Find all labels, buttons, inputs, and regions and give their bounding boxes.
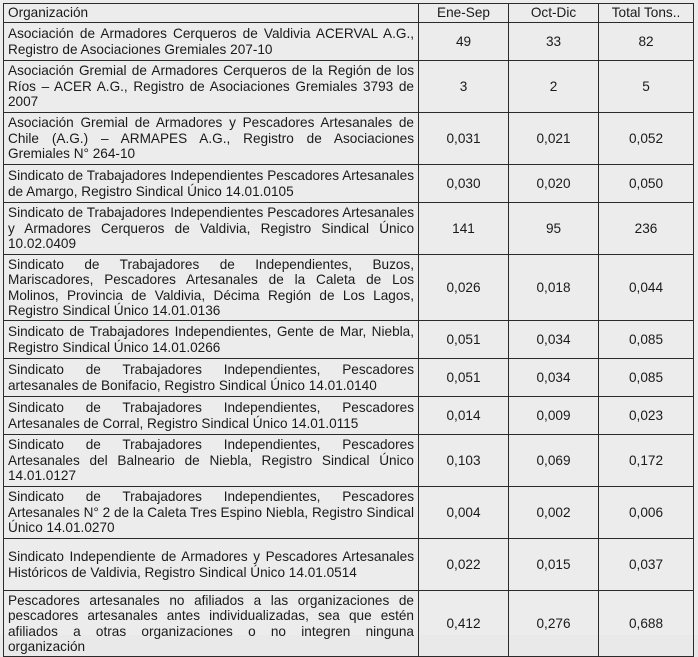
table-row xyxy=(4,61,694,113)
cell-oct-dic: 0,018 xyxy=(509,255,599,321)
table-row xyxy=(4,435,694,487)
cell-oct-dic: 95 xyxy=(509,203,599,255)
cell-total: 0,050 xyxy=(599,165,694,203)
cell-oct-dic: 0,276 xyxy=(509,591,599,657)
cell-total: 0,085 xyxy=(599,359,694,397)
cell-organizacion: Sindicato de Trabajadores Independientes Pescadores Artesanales y Armadores Cerqueros de Valdivia, Registro Sindical Único 10.02.0409 xyxy=(4,203,419,255)
cell-total: 236 xyxy=(599,203,694,255)
table-row xyxy=(4,397,694,435)
cell-total: 5 xyxy=(599,61,694,113)
table-row xyxy=(4,113,694,165)
cell-ene-sep: 0,030 xyxy=(419,165,509,203)
cell-total: 0,037 xyxy=(599,539,694,591)
table-row xyxy=(4,255,694,321)
table-row xyxy=(4,23,694,61)
cell-ene-sep: 0,051 xyxy=(419,359,509,397)
cell-ene-sep: 0,412 xyxy=(419,591,509,657)
cell-oct-dic: 33 xyxy=(509,23,599,61)
table-row xyxy=(4,591,694,657)
cell-total: 0,006 xyxy=(599,487,694,539)
header-organizacion: Organización xyxy=(4,4,419,23)
cell-organizacion: Sindicato de Trabajadores de Independientes, Buzos, Mariscadores, Pescadores Artesanales de la Caleta de Los Molinos, Provincia de Valdivia, Décima Región de Los Lagos, Registro Sindical Único 14.01.0136 xyxy=(4,255,419,321)
cell-organizacion: Asociación Gremial de Armadores y Pescadores Artesanales de Chile (A.G.) – ARMAPES A.G., Registro de Asociaciones Gremiales N° 264-10 xyxy=(4,113,419,165)
cell-organizacion: Sindicato de Trabajadores Independientes Pescadores Artesanales de Amargo, Registro Sindical Único 14.01.0105 xyxy=(4,165,419,203)
cell-organizacion: Asociación Gremial de Armadores Cerqueros de la Región de los Ríos – ACER A.G., Registro de Asociaciones Gremiales 3793 de 2007 xyxy=(4,61,419,113)
header-total-tons: Total Tons.. xyxy=(599,4,694,23)
cell-oct-dic: 0,034 xyxy=(509,359,599,397)
cell-oct-dic: 0,009 xyxy=(509,397,599,435)
cell-organizacion: Sindicato de Trabajadores Independientes, Pescadores artesanales de Bonifacio, Registro Sindical Único 14.01.0140 xyxy=(4,359,419,397)
cell-ene-sep: 0,022 xyxy=(419,539,509,591)
table-row xyxy=(4,165,694,203)
cell-oct-dic: 0,002 xyxy=(509,487,599,539)
table-header-row xyxy=(4,4,694,23)
cell-oct-dic: 2 xyxy=(509,61,599,113)
cell-organizacion: Sindicato Independiente de Armadores y Pescadores Artesanales Históricos de Valdivia, Registro Sindical Único 14.01.0514 xyxy=(4,539,419,591)
cell-organizacion: Sindicato de Trabajadores Independientes, Pescadores Artesanales de Corral, Registro Sindical Único 14.01.0115 xyxy=(4,397,419,435)
table-row xyxy=(4,321,694,359)
cell-oct-dic: 0,034 xyxy=(509,321,599,359)
cell-organizacion: Asociación de Armadores Cerqueros de Valdivia ACERVAL A.G., Registro de Asociaciones Gremiales 207-10 xyxy=(4,23,419,61)
cell-total: 0,085 xyxy=(599,321,694,359)
cell-organizacion: Sindicato de Trabajadores Independientes, Pescadores Artesanales N° 2 de la Caleta Tres Espino Niebla, Registro Sindical Único 14.01.0270 xyxy=(4,487,419,539)
cell-ene-sep: 141 xyxy=(419,203,509,255)
cell-oct-dic: 0,021 xyxy=(509,113,599,165)
table-row xyxy=(4,203,694,255)
cell-ene-sep: 0,031 xyxy=(419,113,509,165)
cell-organizacion: Sindicato de Trabajadores Independientes, Gente de Mar, Niebla, Registro Sindical Único 14.01.0266 xyxy=(4,321,419,359)
cell-total: 0,044 xyxy=(599,255,694,321)
cell-ene-sep: 0,026 xyxy=(419,255,509,321)
cell-total: 0,052 xyxy=(599,113,694,165)
table-row xyxy=(4,539,694,591)
cell-organizacion: Pescadores artesanales no afiliados a las organizaciones de pescadores artesanales antes individualizadas, sea que estén afiliados a otras organizaciones o no integren ninguna organización xyxy=(4,591,419,657)
table-row xyxy=(4,487,694,539)
cell-total: 0,023 xyxy=(599,397,694,435)
cell-total: 0,172 xyxy=(599,435,694,487)
cell-ene-sep: 0,014 xyxy=(419,397,509,435)
cell-ene-sep: 49 xyxy=(419,23,509,61)
cell-oct-dic: 0,020 xyxy=(509,165,599,203)
header-ene-sep: Ene-Sep xyxy=(419,4,509,23)
cell-oct-dic: 0,015 xyxy=(509,539,599,591)
table-row xyxy=(4,359,694,397)
cell-ene-sep: 0,004 xyxy=(419,487,509,539)
header-oct-dic: Oct-Dic xyxy=(509,4,599,23)
cell-ene-sep: 0,051 xyxy=(419,321,509,359)
cell-organizacion: Sindicato de Trabajadores Independientes, Pescadores Artesanales del Balneario de Niebla, Registro Sindical Único 14.01.0127 xyxy=(4,435,419,487)
cell-ene-sep: 0,103 xyxy=(419,435,509,487)
cell-oct-dic: 0,069 xyxy=(509,435,599,487)
cell-ene-sep: 3 xyxy=(419,61,509,113)
cell-total: 82 xyxy=(599,23,694,61)
tonnage-table xyxy=(3,3,694,657)
cell-total: 0,688 xyxy=(599,591,694,657)
